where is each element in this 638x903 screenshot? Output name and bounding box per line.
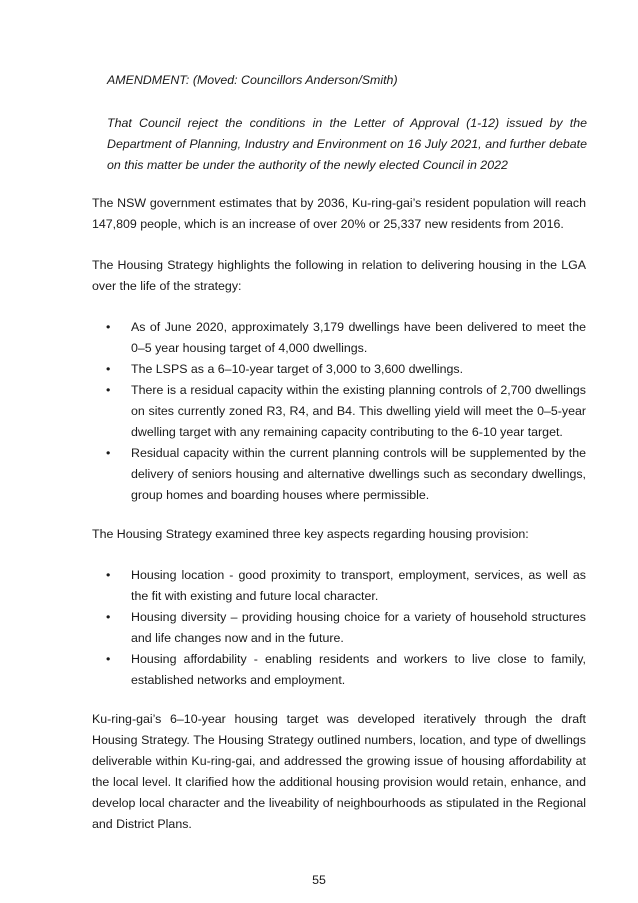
population-paragraph: The NSW government estimates that by 2036, Ku-ring-gai’s resident population will reach 147,809 people, which is an increase of over 20% or 25,337 new residents from 2016. [92,196,586,231]
list-item: • Residual capacity within the current planning controls will be supplemented by the delivery of seniors housing and alternative dwellings such as secondary dwellings, group homes and boarding houses where permissible. [0,443,586,506]
aspects-list [0,565,638,691]
list-item: • As of June 2020, approximately 3,179 dwellings have been delivered to meet the 0–5 year housing target of 4,000 dwellings. [0,317,586,359]
list-item: • The LSPS as a 6–10-year target of 3,000 to 3,600 dwellings. [0,359,586,380]
bullet-icon: • [106,610,111,624]
amendment-motion: That Council reject the conditions in the Letter of Approval (1-12) issued by the Department of Planning, Industry and Environment on 16 July 2021, and further debate on this matter be under the authority of the newly elected Council in 2022 [107,116,587,172]
bullet-icon: • [106,383,111,397]
housing-target-paragraph: Ku-ring-gai’s 6–10-year housing target was developed iteratively through the draft Housing Strategy. The Housing Strategy outlined numbers, location, and type of dwellings deliverable within Ku-ring-gai, and addressed the growing issue of housing affordability at the local level. It clarified how the additional housing provision would retain, enhance, and develop local character and the liveability of neighbourhoods as stipulated in the Regional and District Plans. [92,712,586,831]
bullet-icon: • [106,568,111,582]
bullet-icon: • [106,362,111,376]
list-item: • Housing location - good proximity to transport, employment, services, as well as the fit with existing and future local character. [0,565,586,607]
bullet-icon: • [106,320,111,334]
page-number: 55 [312,873,326,887]
list-item: • Housing affordability - enabling residents and workers to live close to family, established networks and employment. [0,649,586,691]
aspects-intro: The Housing Strategy examined three key aspects regarding housing provision: [92,527,529,541]
highlights-intro: The Housing Strategy highlights the following in relation to delivering housing in the LGA over the life of the strategy: [92,258,586,293]
highlights-list [0,317,638,506]
bullet-icon: • [106,446,111,460]
amendment-heading: AMENDMENT: (Moved: Councillors Anderson/Smith) [107,73,398,87]
bullet-icon: • [106,652,111,666]
list-item: • There is a residual capacity within the existing planning controls of 2,700 dwellings on sites currently zoned R3, R4, and B4. This dwelling yield will meet the 0–5-year dwelling target with any remaining capacity contributing to the 6-10 year target. [0,380,586,443]
list-item: • Housing diversity – providing housing choice for a variety of household structures and life changes now and in the future. [0,607,586,649]
